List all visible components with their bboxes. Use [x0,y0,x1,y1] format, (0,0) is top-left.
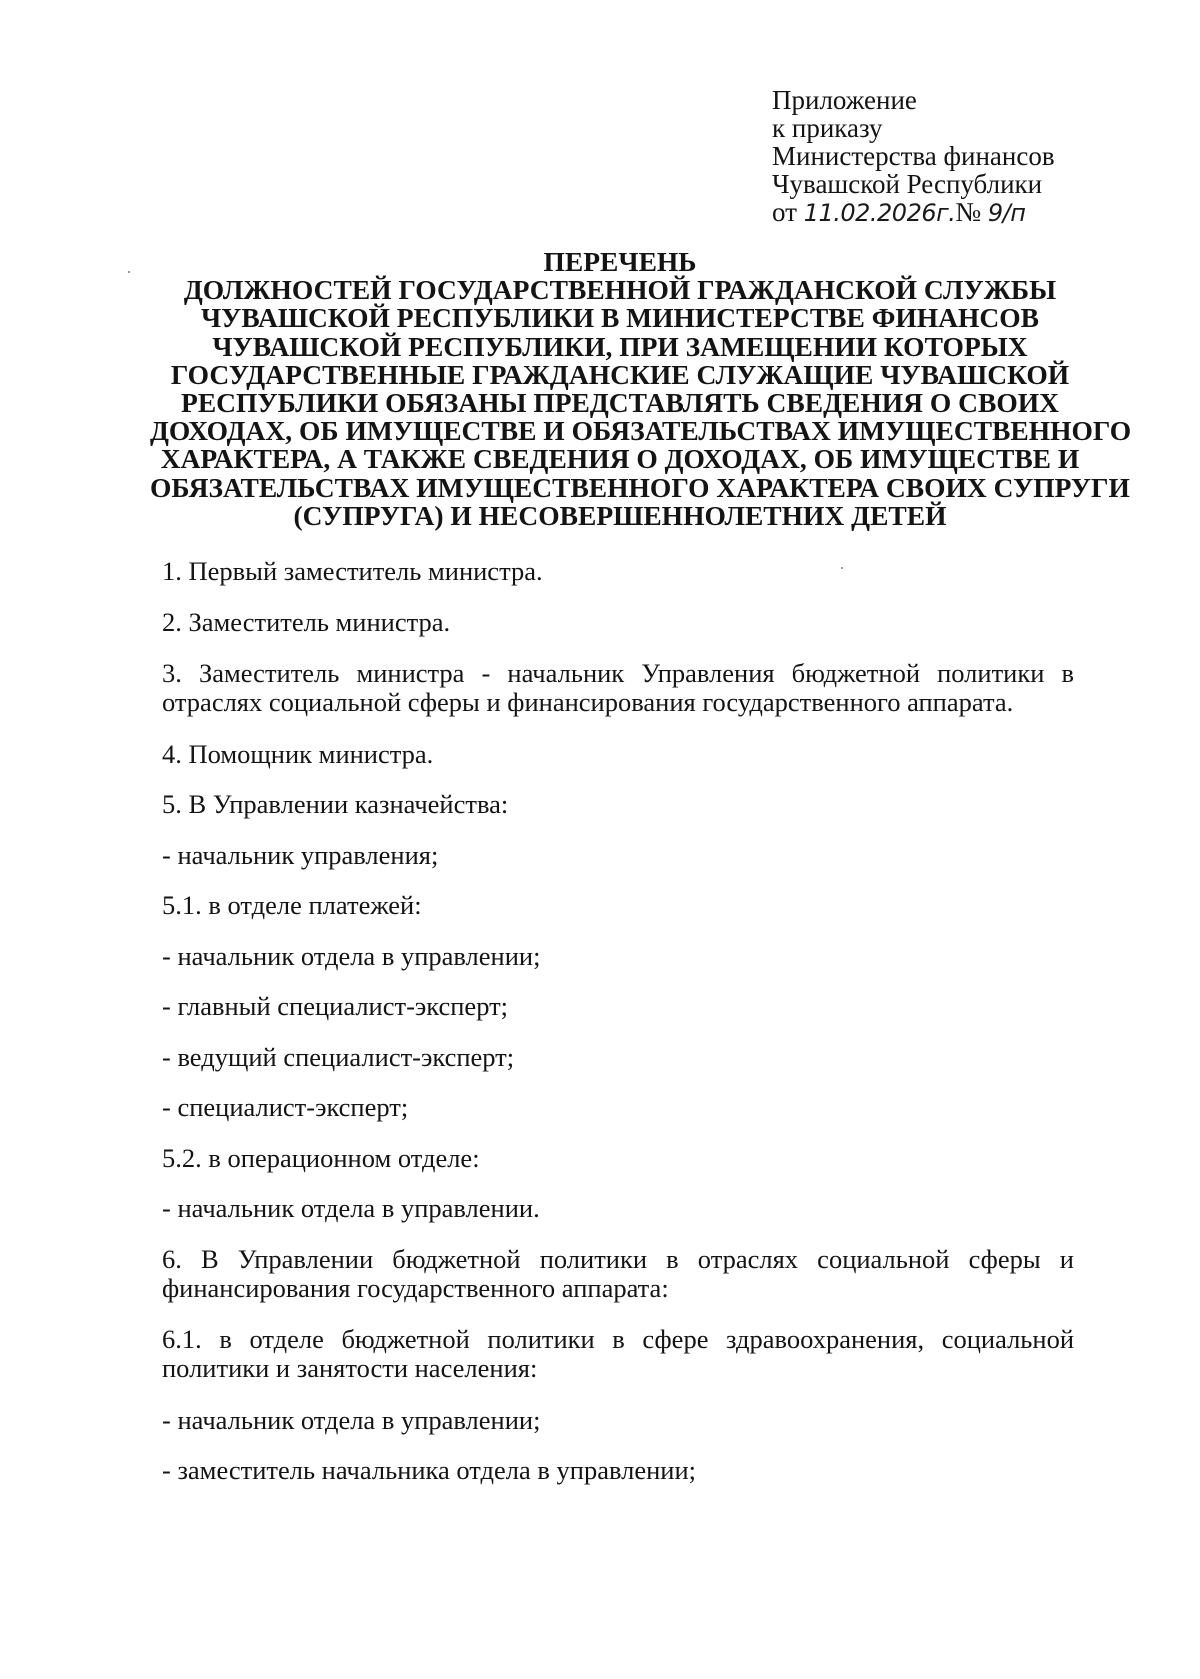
appendix-line-2: к приказу [772,113,883,143]
list-item: 5.2. в операционном отделе: [162,1143,480,1173]
title-line: ГОСУДАРСТВЕННЫЕ ГРАЖДАНСКИЕ СЛУЖАЩИЕ ЧУВАШСКОЙ [170,358,1070,390]
number-sign: № [955,197,982,227]
scan-artifact [128,271,130,273]
date-prefix: от [772,197,797,227]
list-item: - специалист-эксперт; [162,1092,409,1122]
list-item: - главный специалист-эксперт; [162,991,509,1021]
list-item: - начальник отдела в управлении; [162,1405,541,1435]
handwritten-number: 9/п [987,199,1026,227]
list-item [162,1245,1074,1303]
title-line: (СУПРУГА) И НЕСОВЕРШЕННОЛЕТНИХ ДЕТЕЙ [293,499,947,531]
title-line: ХАРАКТЕРА, А ТАКЖЕ СВЕДЕНИЯ О ДОХОДАХ, ОБ ИМУЩЕСТВЕ И [160,443,1080,475]
paragraph-line: 3. Заместитель министра - начальник Управления бюджетной политики в [162,658,1074,688]
list-item: - заместитель начальника отдела в управлении; [162,1455,697,1485]
paragraph-line: отраслях социальной сферы и финансирования государственного аппарата. [162,687,1014,717]
title-line: ОБЯЗАТЕЛЬСТВАХ ИМУЩЕСТВЕННОГО ХАРАКТЕРА СВОИХ СУПРУГИ [150,471,1130,503]
list-item: - начальник отдела в управлении; [162,941,541,971]
list-item: - начальник отдела в управлении. [162,1193,540,1223]
list-item: 2. Заместитель министра. [162,607,451,637]
list-item: 5.1. в отделе платежей: [162,890,422,920]
paragraph-line: 6. В Управлении бюджетной политики в отраслях социальной сферы и [162,1244,1074,1274]
appendix-line-1: Приложение [772,85,917,115]
list-item [162,659,1074,717]
scan-artifact [841,567,843,569]
paragraph-line: финансирования государственного аппарата: [162,1273,669,1303]
paragraph-line: 6.1. в отделе бюджетной политики в сфере здравоохранения, социальной [162,1324,1074,1354]
title-line: РЕСПУБЛИКИ ОБЯЗАНЫ ПРЕДСТАВЛЯТЬ СВЕДЕНИЯ О СВОИХ [181,387,1059,419]
title-line: ЧУВАШСКОЙ РЕСПУБЛИКИ, ПРИ ЗАМЕЩЕНИИ КОТОРЫХ [212,330,1028,362]
title-line: ЧУВАШСКОЙ РЕСПУБЛИКИ В МИНИСТЕРСТВЕ ФИНАНСОВ [201,302,1039,334]
appendix-line-4: Чувашской Республики [772,169,1043,199]
title-line: ДОЛЖНОСТЕЙ ГОСУДАРСТВЕННОЙ ГРАЖДАНСКОЙ СЛУЖБЫ [183,274,1057,306]
appendix-date-line [772,198,1172,227]
list-item: - ведущий специалист-эксперт; [162,1042,515,1072]
document-title [150,246,1132,531]
handwritten-date: 11.02.2026г. [803,199,956,227]
appendix-block [772,86,1172,227]
list-item: 1. Первый заместитель министра. [162,556,543,586]
title-line: ПЕРЕЧЕНЬ [543,246,697,277]
title-line: ДОХОДАХ, ОБ ИМУЩЕСТВЕ И ОБЯЗАТЕЛЬСТВАХ ИМУЩЕСТВЕННОГО [150,415,1132,447]
appendix-line-3: Министерства финансов [772,141,1055,171]
list-item [162,1325,1074,1383]
list-item: 5. В Управлении казначейства: [162,789,509,819]
list-item: - начальник управления; [162,840,439,870]
list-item: 4. Помощник министра. [162,739,434,769]
paragraph-line: политики и занятости населения: [162,1353,538,1383]
